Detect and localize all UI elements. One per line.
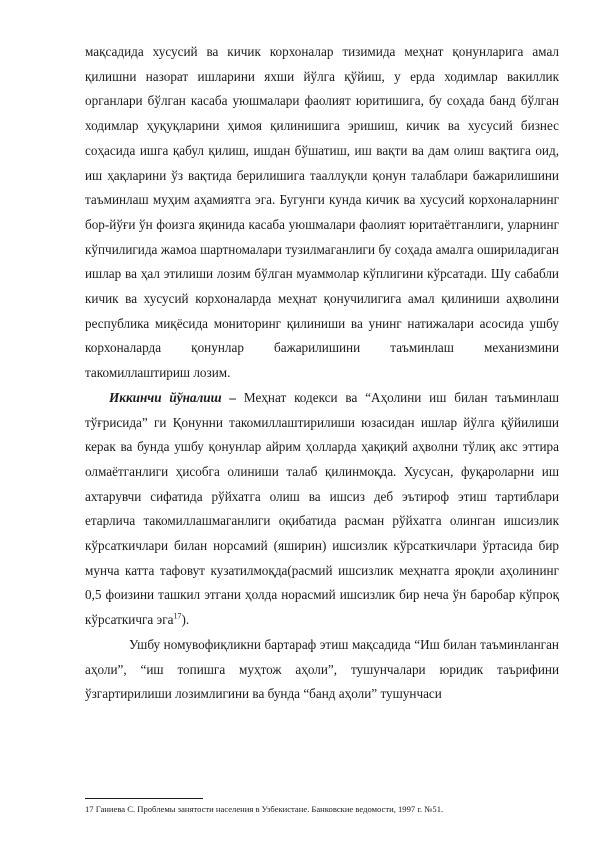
paragraph-1: мақсадида хусусий ва кичик корхоналар тизимида меҳнат қонунларига амал қилишни назорат ишларини яхши йўлга қўйиш, у ерда ходимлар вакиллик органлари бўлган касаба уюшмалари фаолият юритишига, бу соҳада банд бўлган ходимлар ҳуқуқларини ҳимоя қилинишига эришиш, кичик ва хусусий бизнес соҳасида ишга қабул қилиш, ишдан бўшатиш, иш вақти ва дам олиш вақтига оид, иш ҳақларини ўз вақтида берилишига тааллуқли қонун талаблари бажарилишини таъминлаш муҳим аҳамиятга эга. Бугунги кунда кичик ва хусусий корхоналарнинг бор-йўғи ўн фоизга яқинида касаба уюшмалари фаолият юритаётганлиги, уларнинг кўпчилигида жамоа шартномалари тузилмаганлиги бу соҳада амалга ошириладиган ишлар ва ҳал этилиши лозим бўлган муаммолар кўплигини кўрсатади. Шу сабабли кичик ва хусусий корхоналарда меҳнат қонучилигига амал қилиниши аҳволини республика миқёсида мониторинг қилиниши ва унинг натижалари асосида ушбу корхоналарда қонунлар бажарилишини таъминлаш механизмини такомиллаштириш лозим. — [85, 44, 559, 381]
paragraph-2-end: ). — [181, 612, 190, 628]
paragraph-3: Ушбу номувофиқликни бартараф этиш мақсадида “Иш билан таъминланган аҳоли”, “иш топишга муҳтож аҳоли”, тушунчалари юридик таърифини ўзгартирилиши лозимлигини ва бунда “банд аҳоли” тушунчаси — [85, 636, 559, 702]
paragraph-2-body: Меҳнат кодекси ва “Аҳолини иш билан таъминлаш тўғрисида” ги Қонунни такомиллаштирилиши юзасидан ишлар йўлга қўйилиши керак ва бунда ушбу қонунлар айрим ҳолларда ҳақиқий аҳволни тўлиқ акс эттира олмаётганлиги ҳисобга олиниши талаб қилинмоқда. Хусусан, фуқароларни иш ахтарувчи сифатида рўйхатга олиш ва ишсиз деб эътироф этиш тартиблари етарлича такомиллашмаганлиги оқибатида расман рўйхатга олинган ишсизлик кўрсаткичлари билан норсамий (яширин) ишсизлик кўрсаткичлари ўртасида бир мунча катта тафовут кузатилмоқда(расмий ишсизлик меҳнатга яроқли аҳолининг 0,5 фоизини ташкил этгани ҳолда норасмий ишсизлик бир неча ўн баробар кўпроқ кўрсаткичга эга — [85, 389, 560, 628]
section-lead-heading: Иккинчи йўналиш – — [109, 389, 244, 405]
footnote: 17 Ганиева С. Проблемы занятости населения в Узбекистане. Банковские ведомости, 1997 г. №51. — [85, 804, 444, 814]
footnote-divider — [85, 798, 203, 799]
document-page — [85, 40, 559, 707]
footnote-reference[interactable]: 17 — [173, 611, 182, 621]
paragraph-2 — [85, 386, 559, 633]
